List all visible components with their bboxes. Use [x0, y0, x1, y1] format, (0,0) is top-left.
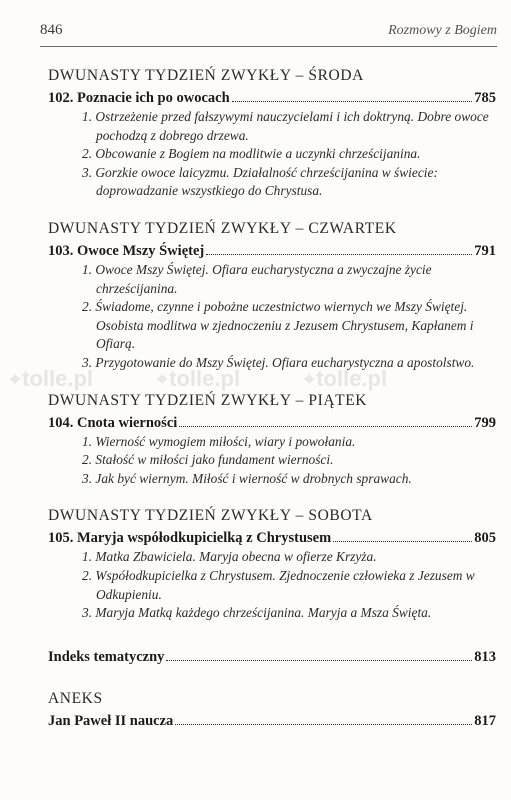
toc-entry-index[interactable]	[48, 647, 496, 667]
dot-leader	[175, 723, 472, 725]
day-heading: DWUNASTY TYDZIEŃ ZWYKŁY – CZWARTEK	[48, 219, 397, 237]
toc-section-thursday	[48, 213, 496, 373]
dot-leader	[166, 659, 472, 661]
watermark-mark: ⌖ tolle.pl	[304, 366, 388, 391]
page-number: 846	[40, 22, 63, 38]
toc-entry-103[interactable]	[48, 241, 496, 261]
entry-page: 817	[474, 712, 496, 729]
watermark-logo-icon: ⌖	[304, 368, 315, 389]
dot-leader	[206, 253, 472, 255]
toc-section-friday	[48, 385, 496, 489]
toc-entry-annex[interactable]	[48, 711, 496, 731]
toc-subitem: 3. Jak być wiernym. Miłość i wierność w drobnych sprawach.	[82, 470, 412, 486]
entry-title: Indeks tematyczny	[48, 648, 165, 665]
toc-subitem: 2. Świadome, czynne i pobożne uczestnictwo wiernych we Mszy Świętej. Osobista modlitwa w zjednoczeniu z Jezusem Chrystusem, Kapłanem i Ofiarą.	[82, 299, 474, 352]
entry-title: 104. Cnota wierności	[48, 414, 178, 431]
table-of-contents	[48, 60, 496, 731]
toc-subitem: 3. Przygotowanie do Mszy Świętej. Ofiara eucharystyczna a apostolstwo.	[82, 354, 475, 370]
toc-subitem: 3. Gorzkie owoce laicyzmu. Działalność chrześcijanina w świecie: doprowadzanie wszystkiego do Chrystusa.	[82, 164, 438, 199]
entry-title: 103. Owoce Mszy Świętej	[48, 242, 205, 259]
toc-subitem: 1. Wierność wymogiem miłości, wiary i powołania.	[82, 433, 356, 449]
dot-leader	[232, 100, 473, 102]
entry-title: 105. Maryja współodkupicielką z Chrystusem	[48, 530, 332, 547]
toc-subitem: 2. Obcowanie z Bogiem na modlitwie a uczynki chrześcijanina.	[82, 146, 421, 162]
day-heading: DWUNASTY TYDZIEŃ ZWYKŁY – ŚRODA	[48, 67, 364, 84]
toc-subitem: 1. Matka Zbawiciela. Maryja obecna w ofierze Krzyża.	[82, 549, 377, 565]
toc-entry-102[interactable]	[48, 88, 496, 108]
entry-page: 785	[474, 90, 496, 106]
annex-heading: ANEKS	[48, 689, 103, 707]
toc-subitem: 3. Maryja Matką każdego chrześcijanina. Maryja a Msza Święta.	[82, 605, 432, 621]
day-heading: DWUNASTY TYDZIEŃ ZWYKŁY – SOBOTA	[48, 507, 373, 525]
toc-subitem: 1. Ostrzeżenie przed fałszywymi nauczycielami i ich doktryną. Dobre owoce pochodzą z dobrego drzewa.	[82, 109, 489, 143]
toc-entry-104[interactable]	[48, 413, 496, 433]
toc-subitem: 2. Stałość w miłości jako fundament wierności.	[82, 452, 334, 468]
entry-page: 791	[474, 242, 496, 259]
toc-entry-105[interactable]	[48, 528, 496, 548]
watermark-logo-icon: ⌖	[10, 368, 21, 389]
entry-page: 805	[474, 530, 496, 547]
watermark-logo-icon: ⌖	[157, 368, 168, 389]
entry-page: 813	[474, 648, 496, 665]
watermark-mark: ⌖ tolle.pl	[157, 366, 241, 391]
entry-page: 799	[474, 414, 496, 431]
toc-section-saturday	[48, 500, 496, 622]
dot-leader	[179, 425, 472, 427]
toc-subitem: 1. Owoce Mszy Świętej. Ofiara eucharystyczna a zwyczajne życie chrześcijanina.	[82, 261, 432, 296]
watermark-mark: ⌖ tolle.pl	[10, 366, 94, 391]
toc-subitem: 2. Współodkupicielka z Chrystusem. Zjednoczenie człowieka z Jezusem w Odkupieniu.	[82, 567, 475, 602]
entry-title: Jan Paweł II naucza	[48, 712, 174, 729]
running-title: Rozmowy z Bogiem	[388, 23, 497, 38]
toc-section-wednesday	[48, 60, 496, 201]
day-heading: DWUNASTY TYDZIEŃ ZWYKŁY – PIĄTEK	[48, 391, 368, 409]
page-header	[40, 20, 497, 47]
dot-leader	[333, 540, 472, 542]
entry-title: 102. Poznacie ich po owocach	[48, 90, 230, 106]
